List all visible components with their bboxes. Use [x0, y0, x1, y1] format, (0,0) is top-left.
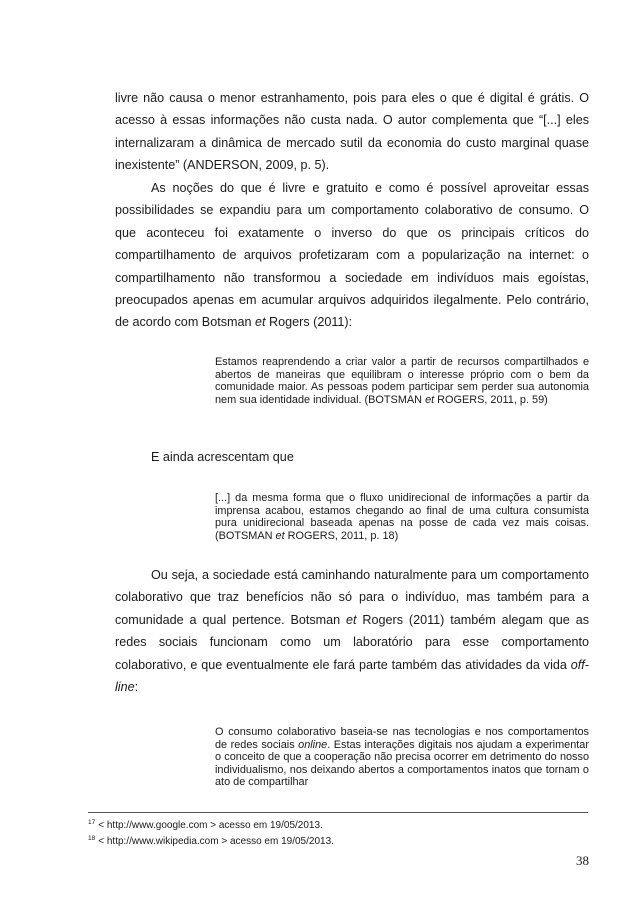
paragraph-3	[115, 446, 589, 468]
quote-3-part-a: O consumo colaborativo baseia-se nas tecnologias e nos comportamentos de redes sociais	[215, 726, 589, 751]
block-quote-3	[215, 726, 589, 789]
paragraph-1	[115, 87, 589, 177]
quote-1-part-a: Estamos reaprendendo a criar valor a partir de recursos compartilhados e abertos de maneiras que equilibram o interesse próprio com o bem da comunidade maior. As pessoas podem participar sem perder sua autonomia nem sua identidade individual. (BOTSMAN	[215, 356, 589, 406]
quote-3-emphasis: online	[298, 738, 328, 751]
footnote-17-number: 17	[88, 819, 96, 826]
paragraph-4-part-b: Rogers (2011) também alegam que as redes sociais funcionam como um laboratório para esse comportamento colaborativo, e que eventualmente ele fará parte também das atividades da vida	[115, 612, 589, 672]
quote-1-part-b: ROGERS, 2011, p. 59)	[434, 393, 548, 406]
footnotes	[88, 816, 588, 848]
paragraph-1-text: livre não causa o menor estranhamento, pois para eles o que é digital é grátis. O acesso à essas informações não custa nada. O autor complementa que “[...] eles internalizaram a dinâmica de mercado sutil da economia do custo marginal quase inexistente” (ANDERSON, 2009, p. 5).	[115, 91, 589, 173]
block-quote-1	[215, 356, 589, 406]
footnote-17-text: < http://www.google.com > acesso em 19/05/2013.	[98, 820, 323, 831]
paragraph-3-text: E ainda acrescentam que	[151, 450, 294, 464]
block-quote-2-text	[215, 492, 589, 542]
footnote-18	[88, 832, 588, 848]
paragraph-2-text	[115, 177, 589, 334]
block-quote-2	[215, 492, 589, 542]
paragraph-4-text	[115, 564, 589, 698]
quote-2-emphasis: et	[275, 529, 285, 542]
paragraph-2-part-b: Rogers (2011):	[265, 315, 353, 330]
quote-3-part-b: . Estas interações digitais nos ajudam a experimentar o conceito de que a cooperação não precisa ocorrer em detrimento do nosso individualismo, nos deixando abertos a comportamentos inatos que tornam o ato de compartilhar	[215, 738, 589, 789]
paragraph-4	[115, 564, 589, 698]
block-quote-3-text	[215, 726, 589, 789]
block-quote-1-text	[215, 356, 589, 406]
quote-2-part-a: [...] da mesma forma que o fluxo unidirecional de informações a partir da imprensa acabou, estamos chegando ao final de uma cultura consumista pura unidirecional baseada apenas na posse de cada vez mais coisas. (BOTSMAN	[215, 492, 589, 542]
paragraph-4-emphasis: et	[346, 612, 357, 627]
footnote-separator	[88, 812, 588, 813]
paragraph-2	[115, 177, 589, 334]
paragraph-4-part-a: Ou seja, a sociedade está caminhando naturalmente para um comportamento colaborativo que traz benefícios não só para o indivíduo, mas também para a comunidade a qual pertence. Botsman	[115, 568, 589, 627]
quote-2-part-b: ROGERS, 2011, p. 18)	[284, 529, 399, 542]
footnote-17	[88, 816, 588, 832]
quote-1-emphasis: et	[425, 393, 435, 406]
paragraph-4-part-c: :	[134, 680, 139, 695]
footnote-18-text: < http://www.wikipedia.com > acesso em 19/05/2013.	[98, 836, 334, 847]
page-number: 38	[576, 853, 589, 868]
footnote-18-number: 18	[88, 835, 96, 842]
paragraph-2-part-a: As noções do que é livre e gratuito e como é possível aproveitar essas possibilidades se expandiu para um comportamento colaborativo de consumo. O que aconteceu foi exatamente o inverso do que os principais críticos do compartilhamento de arquivos profetizaram com a popularização na internet: o compartilhamento não transformou a sociedade em indivíduos mais egoístas, preocupados apenas em acumular arquivos adquiridos ilegalmente. Pelo contrário, de acordo com Botsman	[115, 181, 589, 330]
paragraph-4-emphasis-offline: off-line	[115, 657, 589, 695]
paragraph-2-emphasis: et	[255, 315, 266, 330]
